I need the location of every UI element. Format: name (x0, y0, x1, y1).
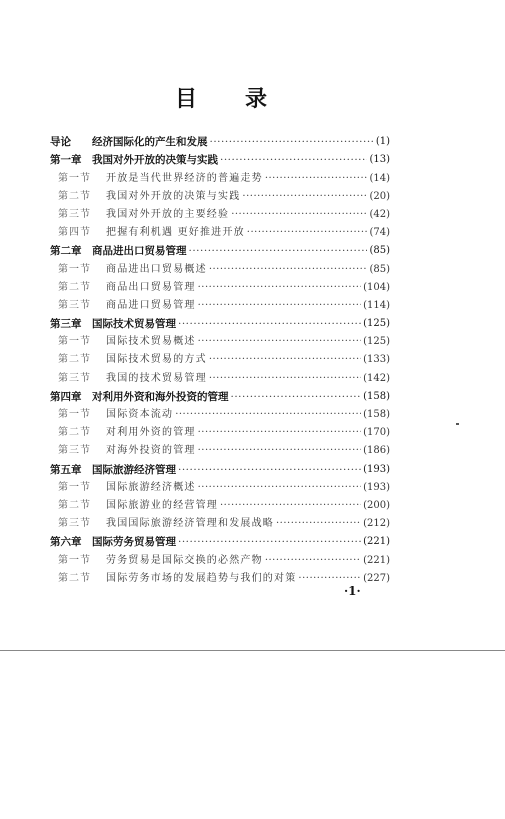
toc-list (50, 131, 390, 586)
toc-entry-page: (74) (369, 227, 390, 239)
toc-entry-title: 国际技术贸易概述 (106, 336, 196, 348)
toc-dot-leader (178, 317, 361, 331)
toc-entry-label: 第二章 (50, 245, 82, 258)
toc-dot-leader (178, 463, 361, 477)
toc-entry-page: (114) (363, 299, 390, 311)
toc-entry-title: 国际旅游经济概述 (106, 481, 196, 493)
toc-entry-title: 国际技术贸易管理 (92, 318, 176, 331)
toc-entry-page: (104) (363, 281, 390, 293)
toc-dot-leader (198, 481, 362, 495)
toc-entry-page: (133) (363, 354, 390, 366)
toc-entry-title: 国际劳务贸易管理 (92, 536, 176, 549)
toc-section-entry[interactable] (50, 367, 390, 385)
toc-section-entry[interactable] (50, 549, 390, 567)
toc-dot-leader (198, 299, 362, 313)
toc-section-entry[interactable] (50, 349, 390, 367)
toc-entry-label: 第二节 (58, 354, 91, 366)
toc-dot-leader (247, 226, 368, 240)
toc-entry-label: 第一节 (58, 481, 91, 493)
toc-entry-page: (1) (375, 136, 390, 148)
toc-entry-label: 第四节 (58, 227, 91, 239)
toc-entry-page: (142) (363, 372, 390, 384)
toc-section-entry[interactable] (50, 477, 390, 495)
toc-entry-label: 第三节 (58, 445, 91, 457)
toc-entry-label: 第一章 (50, 154, 82, 167)
toc-entry-page: (221) (363, 536, 390, 548)
toc-dot-leader (220, 153, 367, 167)
toc-entry-title: 对海外投资的管理 (106, 445, 196, 457)
toc-section-entry[interactable] (50, 422, 390, 440)
toc-chapter-entry[interactable] (50, 458, 390, 476)
toc-section-entry[interactable] (50, 277, 390, 295)
toc-chapter-entry[interactable] (50, 131, 390, 149)
toc-entry-label: 第一节 (58, 554, 91, 566)
toc-section-entry[interactable] (50, 568, 390, 586)
toc-dot-leader (265, 172, 368, 186)
toc-entry-title: 对利用外资和海外投资的管理 (92, 390, 229, 403)
toc-dot-leader (209, 353, 361, 367)
toc-entry-label: 第二节 (58, 499, 91, 511)
toc-section-entry[interactable] (50, 222, 390, 240)
toc-section-entry[interactable] (50, 295, 390, 313)
toc-dot-leader (276, 517, 361, 531)
toc-dot-leader (265, 554, 361, 568)
toc-entry-title: 商品进出口贸易概述 (106, 263, 207, 275)
toc-entry-page: (85) (369, 245, 390, 257)
toc-dot-leader (220, 499, 361, 513)
toc-dot-leader (210, 135, 374, 149)
toc-title (175, 82, 275, 112)
toc-entry-page: (42) (369, 208, 390, 220)
toc-entry-page: (158) (363, 390, 390, 402)
toc-entry-title: 开放是当代世界经济的普遍走势 (106, 172, 263, 184)
toc-entry-page: (212) (363, 518, 390, 530)
toc-section-entry[interactable] (50, 186, 390, 204)
toc-entry-page: (221) (363, 554, 390, 566)
toc-entry-label: 第二节 (58, 427, 91, 439)
toc-entry-label: 第六章 (50, 536, 82, 549)
toc-entry-title: 经济国际化的产生和发展 (92, 136, 208, 149)
toc-entry-label: 第三节 (58, 299, 91, 311)
toc-section-entry[interactable] (50, 167, 390, 185)
toc-entry-page: (186) (363, 445, 390, 457)
toc-entry-label: 第一节 (58, 263, 91, 275)
toc-dot-leader (175, 408, 361, 422)
toc-chapter-entry[interactable] (50, 386, 390, 404)
toc-entry-label: 第五章 (50, 463, 82, 476)
toc-entry-label: 第二节 (58, 281, 91, 293)
toc-chapter-entry[interactable] (50, 240, 390, 258)
page-bottom-rule (0, 650, 505, 651)
toc-section-entry[interactable] (50, 331, 390, 349)
toc-dot-leader (231, 208, 367, 222)
toc-entry-label: 第二节 (58, 572, 91, 584)
toc-entry-label: 第四章 (50, 390, 82, 403)
toc-title-char-1: 目 (175, 86, 198, 112)
page-number: ·1· (344, 584, 361, 598)
toc-entry-page: (170) (363, 427, 390, 439)
toc-entry-title: 国际资本流动 (106, 409, 174, 420)
toc-dot-leader (198, 426, 362, 440)
toc-section-entry[interactable] (50, 204, 390, 222)
toc-dot-leader (198, 335, 362, 349)
toc-section-entry[interactable] (50, 440, 390, 458)
toc-dot-leader (198, 281, 362, 295)
toc-entry-label: 第三节 (58, 372, 91, 384)
toc-entry-label: 导论 (50, 136, 71, 149)
toc-entry-page: (227) (363, 572, 390, 584)
toc-chapter-entry[interactable] (50, 531, 390, 549)
toc-dot-leader (209, 263, 368, 277)
toc-entry-title: 对利用外资的管理 (106, 427, 196, 439)
toc-entry-title: 国际劳务市场的发展趋势与我们的对策 (106, 572, 297, 584)
toc-entry-page: (193) (363, 463, 390, 475)
toc-entry-title: 国际旅游经济管理 (92, 463, 176, 476)
toc-entry-label: 第一节 (58, 336, 91, 348)
toc-dot-leader (189, 244, 368, 258)
toc-entry-title: 劳务贸易是国际交换的必然产物 (106, 554, 263, 566)
toc-entry-title: 我国对外开放的主要经验 (106, 208, 230, 220)
toc-entry-page: (14) (369, 172, 390, 184)
toc-entry-page: (13) (369, 154, 390, 166)
toc-entry-title: 我国对外开放的决策与实践 (106, 190, 241, 202)
toc-chapter-entry[interactable] (50, 313, 390, 331)
toc-entry-page: (193) (363, 481, 390, 493)
toc-entry-page: (200) (363, 499, 390, 511)
toc-entry-title: 国际旅游业的经营管理 (106, 499, 218, 511)
toc-dot-leader (178, 535, 361, 549)
toc-entry-label: 第三章 (50, 318, 82, 331)
toc-dot-leader (198, 444, 362, 458)
toc-entry-page: (20) (369, 190, 390, 202)
toc-entry-label: 第三节 (58, 208, 91, 220)
toc-entry-title: 商品进出口贸易管理 (92, 245, 187, 258)
toc-entry-label: 第二节 (58, 190, 91, 202)
toc-entry-title: 商品出口贸易管理 (106, 281, 196, 293)
scan-speck (456, 423, 459, 425)
toc-entry-page: (158) (363, 409, 390, 420)
toc-entry-page: (85) (369, 263, 390, 275)
toc-chapter-entry[interactable] (50, 149, 390, 167)
toc-entry-title: 我国国际旅游经济管理和发展战略 (106, 518, 274, 530)
toc-entry-title: 国际技术贸易的方式 (106, 354, 207, 366)
toc-entry-title: 我国对外开放的决策与实践 (92, 154, 218, 167)
toc-dot-leader (209, 372, 361, 386)
toc-entry-page: (125) (363, 336, 390, 348)
toc-entry-label: 第三节 (58, 518, 91, 530)
toc-entry-title: 把握有利机遇 更好推进开放 (106, 227, 245, 239)
toc-dot-leader (242, 190, 367, 204)
toc-entry-title: 我国的技术贸易管理 (106, 372, 207, 384)
toc-entry-label: 第一节 (58, 409, 91, 420)
toc-title-char-2: 录 (245, 86, 268, 112)
toc-entry-title: 商品进口贸易管理 (106, 299, 196, 311)
toc-dot-leader (231, 390, 362, 404)
toc-entry-page: (125) (363, 318, 390, 330)
toc-section-entry[interactable] (50, 513, 390, 531)
toc-section-entry[interactable] (50, 495, 390, 513)
toc-entry-label: 第一节 (58, 172, 91, 184)
toc-section-entry[interactable] (50, 404, 390, 422)
toc-section-entry[interactable] (50, 258, 390, 276)
